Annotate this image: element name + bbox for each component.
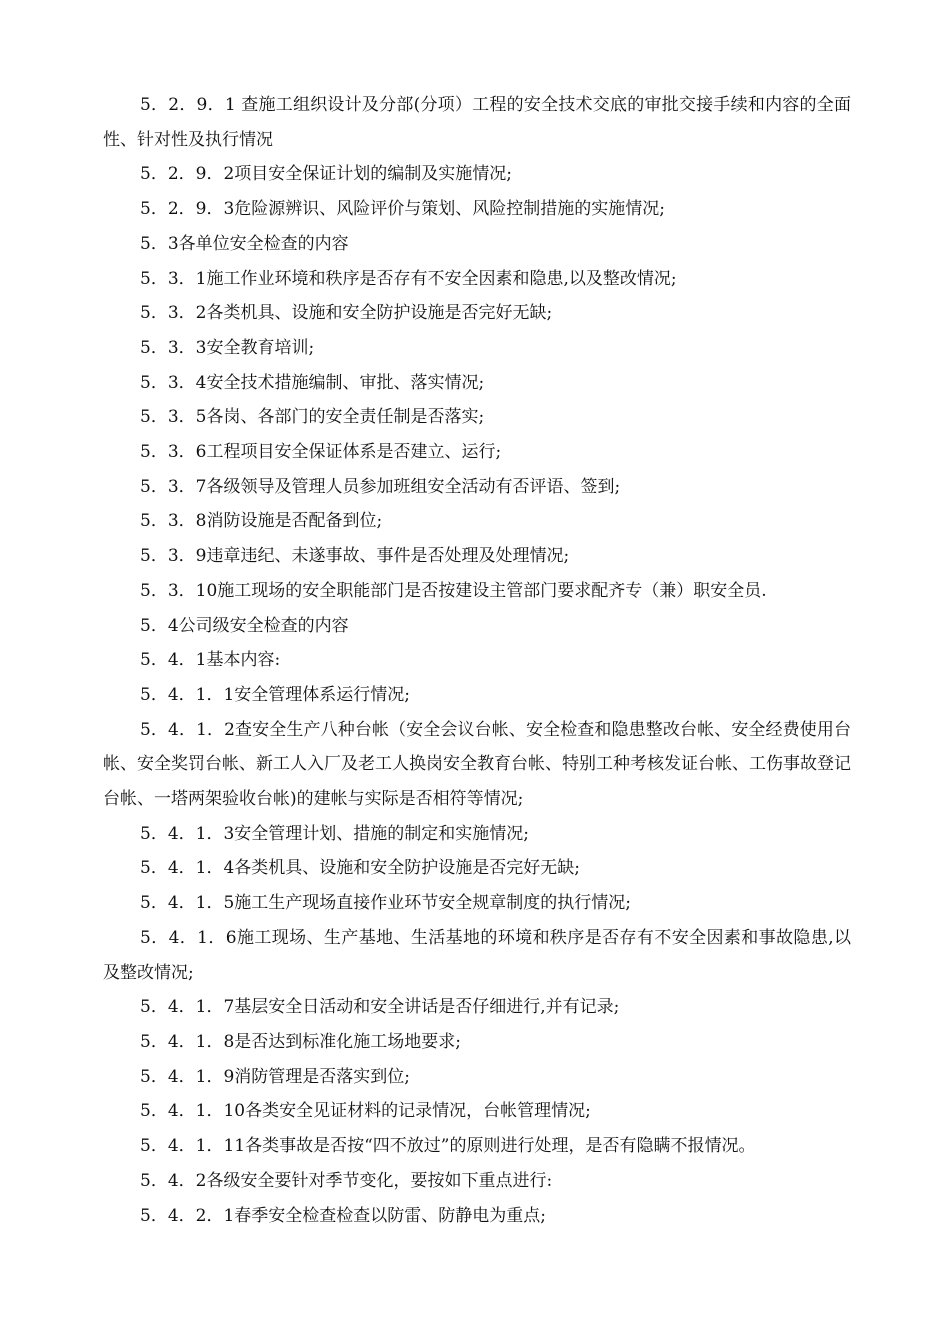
- paragraph-5-4-1-7: 5．4．1．7基层安全日活动和安全讲话是否仔细进行,并有记录;: [140, 997, 620, 1018]
- paragraph-5-4-1-2: 5．4．1．2查安全生产八种台帐（安全会议台帐、安全检查和隐患整改台帐、安全经费使用台帐、安全奖罚台帐、新工人入厂及老工人换岗安全教育台帐、特别工种考核发证台帐、工伤事故登记台帐、一塔两架验收台帐)的建帐与实际是否相符等情况;: [103, 719, 851, 810]
- paragraph-5-3-2: 5．3．2各类机具、设施和安全防护设施是否完好无缺;: [140, 303, 553, 324]
- paragraph-5-3-1: 5．3．1施工作业环境和秩序是否存有不安全因素和隐患,以及整改情况;: [140, 268, 677, 289]
- paragraph-5-4-1: 5．4．1基本内容:: [140, 650, 281, 671]
- paragraph-5-4-1-1: 5．4．1．1安全管理体系运行情况;: [140, 684, 410, 705]
- paragraph-5-4-1-5: 5．4．1．5施工生产现场直接作业环节安全规章制度的执行情况;: [140, 893, 631, 914]
- paragraph-5-3-9: 5．3．9违章违纪、未遂事故、事件是否处理及处理情况;: [140, 546, 570, 567]
- paragraph-5-4-1-6: 5．4．1．6施工现场、生产基地、生活基地的环境和秩序是否存有不安全因素和事故隐患,以及整改情况;: [103, 927, 851, 983]
- paragraph-5-4-1-11: 5．4．1．11各类事故是否按“四不放过”的原则进行处理，是否有隐瞒不报情况。: [140, 1136, 756, 1157]
- paragraph-5-3-3: 5．3．3安全教育培训;: [140, 337, 315, 358]
- paragraph-5-2-9-2: 5．2．9．2项目安全保证计划的编制及实施情况;: [140, 164, 512, 185]
- paragraph-5-3-6: 5．3．6工程项目安全保证体系是否建立、运行;: [140, 442, 502, 463]
- paragraph-5-3-4: 5．3．4安全技术措施编制、审批、落实情况;: [140, 372, 485, 393]
- paragraph-5-4-1-4: 5．4．1．4各类机具、设施和安全防护设施是否完好无缺;: [140, 858, 580, 879]
- paragraph-5-4-2: 5．4．2各级安全要针对季节变化，要按如下重点进行:: [140, 1170, 553, 1191]
- paragraph-5-3-7: 5．3．7各级领导及管理人员参加班组安全活动有否评语、签到;: [140, 476, 621, 497]
- document-body: [103, 88, 851, 1233]
- paragraph-5-4-1-9: 5．4．1．9消防管理是否落实到位;: [140, 1066, 410, 1087]
- paragraph-5-2-9-1: 5．2．9．1 查施工组织设计及分部(分项）工程的安全技术交底的审批交接手续和内容的全面性、针对性及执行情况: [103, 95, 851, 150]
- section-heading-5-4: 5．4公司级安全检查的内容: [140, 615, 349, 636]
- section-heading-5-3: 5．3各单位安全检查的内容: [140, 233, 349, 254]
- paragraph-5-3-5: 5．3．5各岗、各部门的安全责任制是否落实;: [140, 407, 485, 428]
- paragraph-5-4-1-8: 5．4．1．8是否达到标准化施工场地要求;: [140, 1031, 461, 1052]
- paragraph-5-2-9-3: 5．2．9．3危险源辨识、风险评价与策划、风险控制措施的实施情况;: [140, 199, 665, 220]
- paragraph-5-4-2-1: 5．4．2．1春季安全检查检查以防雷、防静电为重点;: [140, 1205, 546, 1226]
- paragraph-5-3-8: 5．3．8消防设施是否配备到位;: [140, 511, 383, 532]
- paragraph-5-4-1-10: 5．4．1．10各类安全见证材料的记录情况，台帐管理情况;: [140, 1101, 591, 1122]
- paragraph-5-3-10: 5．3．10施工现场的安全职能部门是否按建设主管部门要求配齐专（兼）职安全员.: [140, 580, 767, 601]
- paragraph-5-4-1-3: 5．4．1．3安全管理计划、措施的制定和实施情况;: [140, 823, 529, 844]
